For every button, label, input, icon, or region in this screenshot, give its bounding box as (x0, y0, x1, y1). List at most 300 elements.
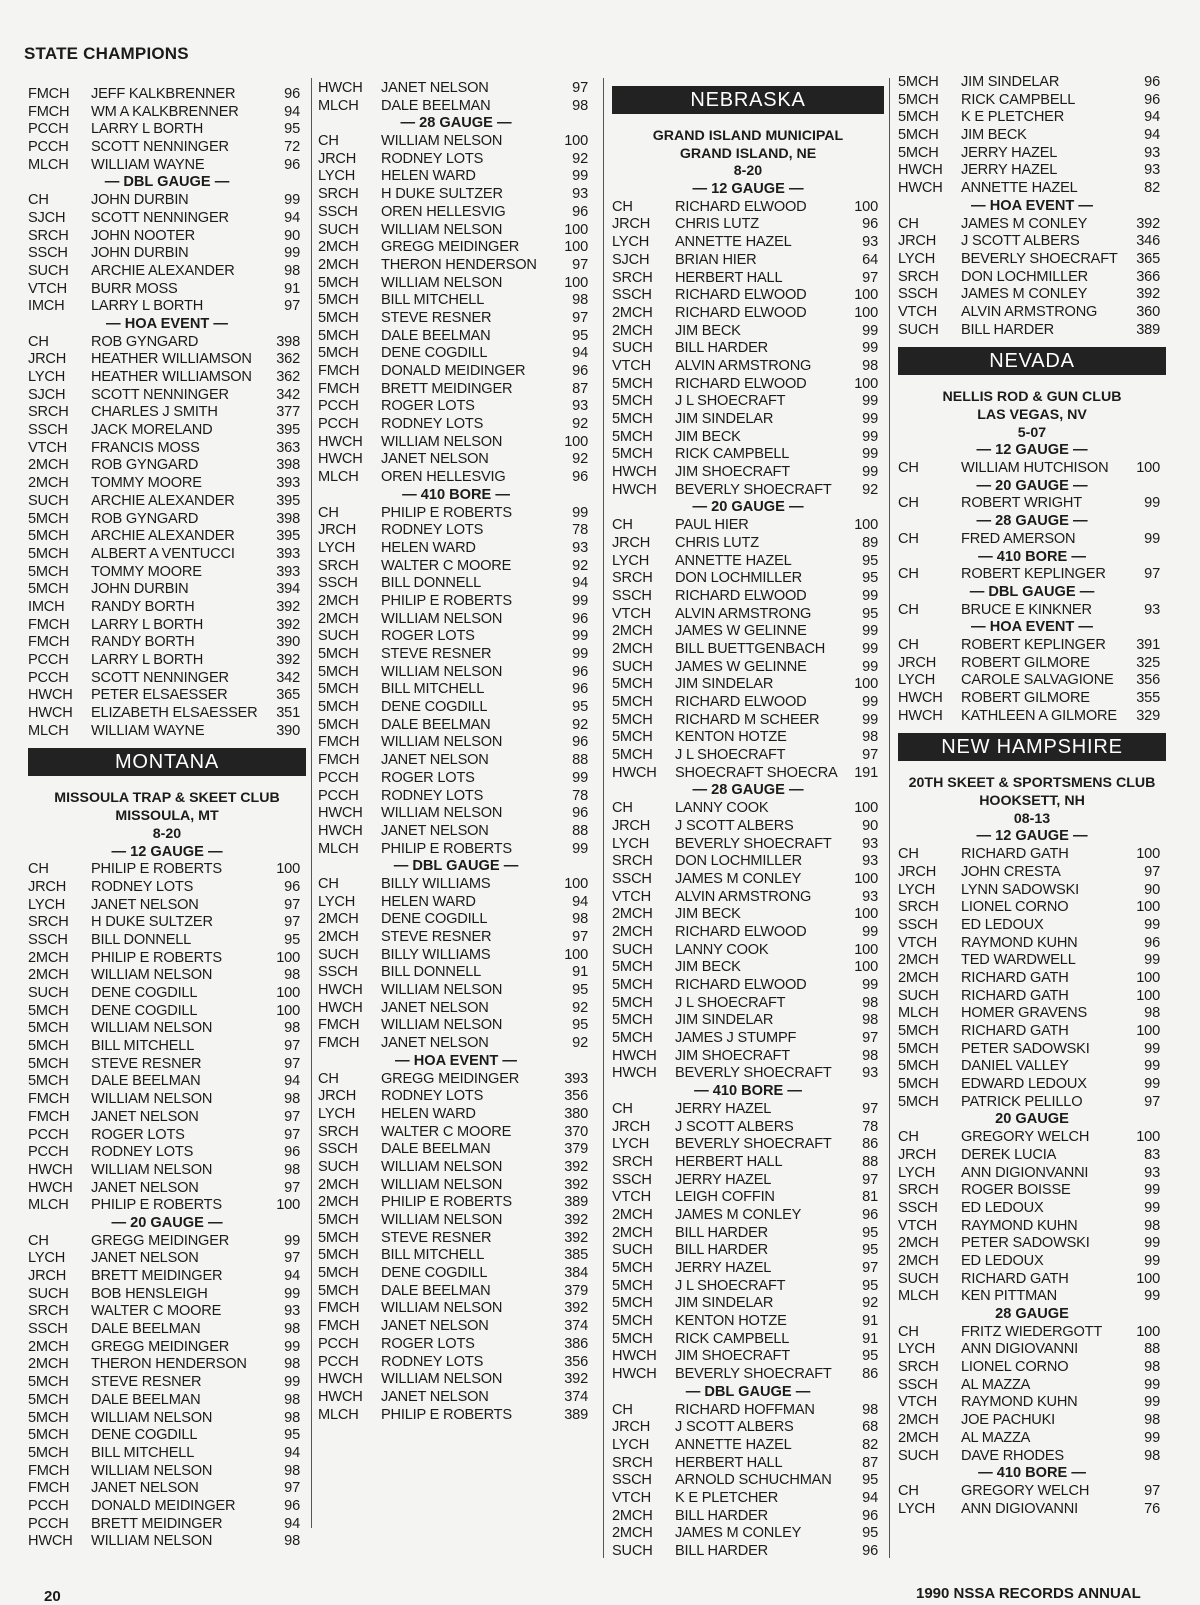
score: 99 (572, 168, 588, 185)
result-row (898, 1377, 1166, 1395)
score: 99 (862, 587, 878, 604)
score: 100 (854, 517, 878, 534)
result-row (612, 553, 884, 571)
score: 97 (284, 1126, 300, 1143)
result-row (318, 1017, 594, 1035)
state-banner: NEW HAMPSHIRE (898, 733, 1166, 761)
result-row (612, 570, 884, 588)
shooter-name: WILLIAM NELSON (381, 274, 503, 291)
result-row (318, 805, 594, 823)
shooter-name: KENTON HOTZE (675, 729, 787, 746)
shooter-name: RICHARD GATH (961, 1270, 1069, 1287)
score: 97 (862, 1171, 878, 1188)
shooter-name: WILLIAM NELSON (381, 1158, 503, 1175)
shooter-name: RAYMOND KUHN (961, 1394, 1078, 1411)
shooter-name: HELEN WARD (381, 539, 476, 556)
shooter-name: BILL HARDER (675, 1507, 768, 1524)
class-code: PCCH (28, 1497, 69, 1514)
result-row (28, 581, 306, 599)
class-code: HWCH (318, 80, 363, 96)
class-code: 5MCH (318, 309, 359, 326)
class-code: 5MCH (28, 1073, 69, 1090)
shooter-name: BEVERLY SHOECRAFT (675, 1366, 832, 1383)
score: 97 (1144, 1093, 1160, 1110)
class-code: SSCH (318, 575, 358, 592)
score: 96 (1144, 74, 1160, 90)
class-code: IMCH (28, 598, 65, 615)
shooter-name: RICHARD HOFFMAN (675, 1401, 815, 1418)
shooter-name: WILLIAM NELSON (381, 734, 503, 751)
result-row (612, 1472, 884, 1490)
score: 94 (284, 103, 300, 120)
result-row (898, 1394, 1166, 1412)
score: 88 (862, 1153, 878, 1170)
club-info: 8-20 (152, 825, 182, 842)
score: 90 (862, 817, 878, 834)
shooter-name: WILLIAM NELSON (381, 433, 503, 450)
score: 97 (284, 1250, 300, 1267)
class-code: 5MCH (28, 1409, 69, 1426)
result-row (28, 985, 306, 1003)
shooter-name: ALVIN ARMSTRONG (675, 888, 812, 905)
result-row (612, 818, 884, 836)
class-code: SSCH (28, 931, 68, 948)
result-row (318, 929, 594, 947)
score: 97 (284, 1055, 300, 1072)
shooter-name: HELEN WARD (381, 893, 476, 910)
result-row (28, 1356, 306, 1374)
shooter-name: ELIZABETH ELSAESSER (91, 705, 258, 722)
score: 82 (1144, 180, 1160, 197)
result-row (898, 460, 1166, 478)
shooter-name: BILL DONNELL (91, 931, 192, 948)
shooter-name: JIM SHOECRAFT (675, 1348, 790, 1365)
score: 94 (572, 575, 588, 592)
score: 99 (572, 840, 588, 857)
shooter-name: J L SHOECRAFT (675, 393, 786, 410)
shooter-name: BILL MITCHELL (91, 1444, 195, 1461)
score: 362 (276, 369, 300, 385)
result-row (318, 239, 594, 257)
shooter-name: JIM SINDELAR (675, 676, 774, 693)
result-row (318, 275, 594, 293)
result-row (28, 1374, 306, 1392)
result-row (318, 1318, 594, 1336)
result-row (318, 168, 594, 186)
class-code: 2MCH (318, 929, 359, 945)
class-code: SRCH (612, 570, 653, 587)
score: 98 (862, 994, 878, 1011)
class-code: SSCH (898, 286, 938, 303)
class-code: FMCH (28, 1480, 70, 1497)
result-row (898, 917, 1166, 935)
score: 98 (284, 262, 300, 279)
class-code: PCCH (318, 769, 359, 786)
shooter-name: HOMER GRAVENS (961, 1005, 1088, 1022)
class-code: 5MCH (28, 581, 69, 598)
shooter-name: RICHARD ELWOOD (675, 287, 807, 304)
shooter-name: CHARLES J SMITH (91, 404, 218, 421)
class-code: SSCH (318, 203, 358, 220)
score: 98 (284, 1533, 300, 1550)
shooter-name: BILL HARDER (675, 1224, 768, 1241)
class-code: 5MCH (612, 1330, 653, 1347)
shooter-name: RODNEY LOTS (381, 522, 484, 539)
class-code: HWCH (318, 1388, 363, 1405)
result-row (612, 411, 884, 429)
score: 96 (572, 610, 588, 627)
class-code: CH (898, 566, 919, 583)
result-row (898, 672, 1166, 690)
score: 97 (862, 1100, 878, 1117)
result-row (612, 1242, 884, 1260)
shooter-name: BILL HARDER (961, 321, 1054, 338)
shooter-name: ROB GYNGARD (91, 457, 199, 474)
shooter-name: HELEN WARD (381, 1105, 476, 1122)
class-code: 5MCH (898, 74, 939, 90)
shooter-name: CAROLE SALVAGIONE (961, 672, 1114, 689)
score: 390 (276, 722, 300, 739)
result-row (898, 1448, 1166, 1466)
shooter-name: DON LOCHMILLER (961, 268, 1088, 285)
score: 98 (284, 1356, 300, 1373)
shooter-name: ROB GYNGARD (91, 510, 199, 527)
shooter-name: STEVE RESNER (381, 1229, 492, 1246)
shooter-name: GREGORY WELCH (961, 1129, 1090, 1146)
result-row (28, 1392, 306, 1410)
class-code: 5MCH (28, 1427, 69, 1444)
result-row (28, 687, 306, 705)
shooter-name: JAMES M CONLEY (961, 286, 1088, 303)
class-code: HWCH (612, 464, 657, 481)
shooter-name: ALBERT A VENTUCCI (91, 545, 235, 562)
event-heading: — 410 BORE — (978, 1465, 1086, 1482)
class-code: LYCH (318, 168, 356, 185)
shooter-name: RODNEY LOTS (381, 150, 484, 167)
class-code: SSCH (898, 1199, 938, 1216)
result-row (898, 1094, 1166, 1112)
score: 365 (276, 687, 300, 704)
shooter-name: WILLIAM NELSON (91, 1409, 213, 1426)
event-heading: — 20 GAUGE — (976, 477, 1088, 494)
result-row (898, 495, 1166, 513)
score: 100 (276, 861, 300, 878)
result-row (898, 864, 1166, 882)
result-row (28, 932, 306, 950)
score: 81 (862, 1189, 878, 1206)
result-row (898, 846, 1166, 864)
shooter-name: DONALD MEIDINGER (381, 363, 526, 379)
class-code: JRCH (318, 150, 357, 167)
class-code: PCCH (318, 1335, 359, 1352)
result-row (318, 451, 594, 469)
score: 92 (572, 451, 588, 468)
shooter-name: RODNEY LOTS (91, 878, 194, 895)
shooter-name: AL MAZZA (961, 1376, 1031, 1393)
result-row (318, 257, 594, 275)
score: 398 (276, 333, 300, 350)
result-row (318, 1371, 594, 1389)
score: 97 (862, 1030, 878, 1047)
shooter-name: FRITZ WIEDERGOTT (961, 1323, 1103, 1340)
score: 99 (1144, 1376, 1160, 1393)
score: 89 (862, 534, 878, 551)
result-row (612, 1172, 884, 1190)
score: 100 (1136, 1129, 1160, 1146)
score: 99 (1144, 1252, 1160, 1269)
result-row (898, 1005, 1166, 1023)
class-code: 5MCH (318, 1282, 359, 1299)
result-row (318, 558, 594, 576)
shooter-name: RAYMOND KUHN (961, 934, 1078, 951)
score: 98 (284, 1020, 300, 1037)
state-banner: NEVADA (898, 347, 1166, 375)
shooter-name: ED LEDOUX (961, 1199, 1044, 1216)
class-code: LYCH (318, 539, 356, 556)
class-code: SUCH (612, 658, 653, 675)
result-row (28, 1445, 306, 1463)
score: 99 (862, 711, 878, 728)
result-row (612, 1207, 884, 1225)
result-row (898, 637, 1166, 655)
result-row (898, 1324, 1166, 1342)
shooter-name: WM A KALKBRENNER (91, 103, 239, 120)
class-code: 5MCH (318, 327, 359, 344)
score: 98 (572, 911, 588, 928)
shooter-name: ARCHIE ALEXANDER (91, 492, 235, 509)
result-row (612, 1313, 884, 1331)
class-code: 2MCH (898, 969, 939, 986)
score: 100 (854, 287, 878, 304)
class-code: 2MCH (318, 1194, 359, 1211)
score: 99 (284, 1285, 300, 1302)
score: 99 (284, 192, 300, 209)
class-code: 5MCH (318, 1247, 359, 1264)
result-row (612, 1366, 884, 1384)
column-1 (28, 78, 306, 1551)
score: 92 (862, 481, 878, 498)
class-code: 5MCH (898, 127, 939, 144)
result-row (318, 964, 594, 982)
score: 95 (862, 570, 878, 587)
shooter-name: STEVE RESNER (381, 929, 492, 945)
shooter-name: CHRIS LUTZ (675, 216, 759, 233)
class-code: FMCH (318, 380, 360, 397)
score: 99 (572, 628, 588, 645)
class-code: FMCH (318, 1017, 360, 1034)
result-row (28, 967, 306, 985)
shooter-name: JIM SHOECRAFT (675, 1047, 790, 1064)
score: 98 (284, 1091, 300, 1108)
class-code: CH (898, 1129, 919, 1146)
shooter-name: JAMES M CONLEY (961, 215, 1088, 232)
score: 96 (862, 216, 878, 233)
class-code: CH (898, 846, 919, 863)
shooter-name: J L SHOECRAFT (675, 994, 786, 1011)
score: 99 (1144, 1058, 1160, 1075)
result-row (898, 602, 1166, 620)
shooter-name: SHOECRAFT SHOECRA (675, 764, 838, 781)
class-code: HWCH (28, 1161, 73, 1178)
score: 92 (572, 416, 588, 433)
score: 95 (862, 1277, 878, 1294)
shooter-name: BILL MITCHELL (381, 292, 485, 309)
score: 99 (284, 1232, 300, 1249)
class-code: SSCH (318, 1141, 358, 1158)
score: 97 (862, 747, 878, 764)
column-4 (898, 74, 1166, 1518)
result-row (612, 942, 884, 960)
shooter-name: WILLIAM NELSON (381, 610, 503, 627)
score: 93 (572, 398, 588, 415)
score: 98 (862, 1012, 878, 1029)
result-row (898, 988, 1166, 1006)
result-row (898, 1165, 1166, 1183)
class-code: VTCH (898, 934, 937, 951)
shooter-name: RICK CAMPBELL (675, 1330, 790, 1347)
result-row (28, 670, 306, 688)
shooter-name: JANET NELSON (91, 1480, 199, 1497)
score: 96 (862, 1206, 878, 1223)
shooter-name: WILLIAM NELSON (91, 1091, 213, 1108)
shooter-name: OREN HELLESVIG (381, 203, 506, 220)
score: 96 (572, 363, 588, 379)
class-code: 5MCH (28, 1374, 69, 1391)
score: 90 (1144, 881, 1160, 898)
shooter-name: K E PLETCHER (961, 109, 1065, 126)
result-row (318, 1177, 594, 1195)
score: 342 (276, 669, 300, 686)
result-row (898, 1023, 1166, 1041)
result-row (898, 1058, 1166, 1076)
score: 96 (862, 1543, 878, 1559)
result-row (318, 1194, 594, 1212)
score: 99 (572, 646, 588, 662)
result-row (612, 1490, 884, 1508)
shooter-name: STEVE RESNER (381, 309, 492, 326)
result-row (612, 1119, 884, 1137)
score: 96 (572, 663, 588, 680)
score: 98 (284, 1462, 300, 1479)
score: 395 (276, 528, 300, 545)
result-row (318, 1336, 594, 1354)
class-code: CH (28, 861, 49, 878)
class-code: 5MCH (28, 545, 69, 562)
score: 98 (284, 1409, 300, 1426)
score: 393 (564, 1070, 588, 1087)
class-code: JRCH (612, 817, 651, 834)
class-code: HWCH (318, 805, 363, 822)
score: 100 (854, 304, 878, 321)
result-row (612, 270, 884, 288)
score: 392 (564, 1371, 588, 1388)
result-row (612, 1348, 884, 1366)
score: 99 (862, 464, 878, 481)
class-code: LYCH (898, 1341, 936, 1358)
score: 98 (572, 292, 588, 309)
shooter-name: GREGG MEIDINGER (91, 1338, 230, 1355)
shooter-name: JERRY HAZEL (675, 1260, 772, 1276)
score: 98 (284, 1391, 300, 1408)
class-code: FMCH (318, 1300, 360, 1317)
score: 94 (284, 1515, 300, 1532)
class-code: JRCH (612, 1419, 651, 1436)
result-row (612, 358, 884, 376)
shooter-name: JANET NELSON (381, 752, 489, 769)
shooter-name: JANET NELSON (381, 822, 489, 839)
result-row (28, 1250, 306, 1268)
result-row (898, 708, 1166, 726)
result-row (612, 800, 884, 818)
score: 95 (572, 699, 588, 716)
class-code: MLCH (898, 1005, 939, 1022)
score: 98 (572, 97, 588, 114)
class-code: SRCH (28, 914, 69, 931)
class-code: SSCH (612, 287, 652, 304)
result-row (318, 151, 594, 169)
shooter-name: HEATHER WILLIAMSON (91, 369, 252, 385)
page-title: STATE CHAMPIONS (24, 44, 189, 63)
shooter-name: RANDY BORTH (91, 634, 195, 651)
score: 360 (1136, 303, 1160, 320)
class-code: 2MCH (318, 610, 359, 627)
score: 96 (572, 734, 588, 751)
score: 395 (276, 422, 300, 439)
shooter-name: BILL MITCHELL (381, 1247, 485, 1264)
class-code: 5MCH (28, 1002, 69, 1019)
class-code: 2MCH (28, 457, 69, 474)
shooter-name: ARNOLD SCHUCHMAN (675, 1472, 832, 1489)
score: 191 (854, 764, 878, 781)
shooter-name: JOHN DURBIN (91, 581, 189, 598)
class-code: SSCH (898, 916, 938, 933)
result-row (28, 546, 306, 564)
score: 392 (276, 598, 300, 615)
shooter-name: BILL DONNELL (381, 575, 482, 592)
shooter-name: SCOTT NENNINGER (91, 209, 229, 226)
shooter-name: DENE COGDILL (91, 985, 198, 1001)
result-row (612, 676, 884, 694)
result-row (28, 157, 306, 175)
shooter-name: FRANCIS MOSS (91, 439, 200, 456)
result-row (612, 376, 884, 394)
class-code: CH (898, 460, 919, 477)
shooter-name: LIONEL CORNO (961, 899, 1069, 916)
score: 95 (284, 931, 300, 948)
class-code: LYCH (28, 369, 66, 385)
shooter-name: RICK CAMPBELL (961, 91, 1076, 108)
club-info: HOOKSETT, NH (979, 793, 1085, 810)
class-code: FMCH (28, 86, 70, 102)
shooter-name: ANNETTE HAZEL (675, 234, 792, 251)
class-code: HWCH (612, 1065, 657, 1082)
state-banner: NEBRASKA (612, 86, 884, 114)
class-code: JRCH (318, 522, 357, 539)
score: 94 (284, 209, 300, 226)
score: 100 (564, 875, 588, 892)
class-code: LYCH (318, 1105, 356, 1122)
shooter-name: KENTON HOTZE (675, 1313, 787, 1330)
shooter-name: PHILIP E ROBERTS (91, 949, 222, 966)
score: 392 (1136, 215, 1160, 232)
class-code: HWCH (28, 1179, 73, 1196)
score: 380 (564, 1105, 588, 1122)
score: 392 (276, 616, 300, 633)
result-row (612, 659, 884, 677)
shooter-name: WILLIAM NELSON (381, 1300, 503, 1317)
score: 96 (572, 805, 588, 822)
class-code: FMCH (28, 1108, 70, 1125)
